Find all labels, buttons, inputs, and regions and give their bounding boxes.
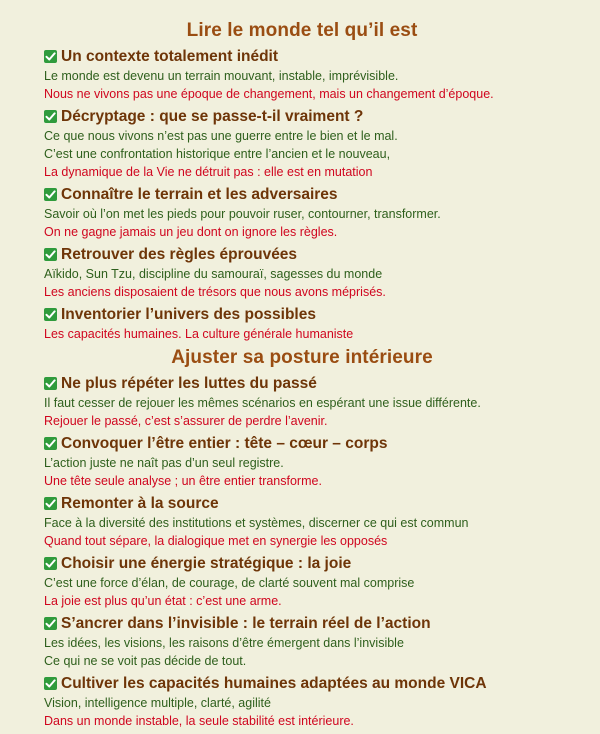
description-line: Ce qui ne se voit pas décide de tout. xyxy=(44,654,247,668)
key-statement: Nous ne vivons pas une époque de changement, mais un changement d’époque. xyxy=(44,87,494,101)
item-title: Ne plus répéter les luttes du passé xyxy=(61,374,317,392)
description-line: L’action juste ne naît pas d’un seul registre. xyxy=(44,456,284,470)
item-title: Convoquer l’être entier : tête – cœur – corps xyxy=(61,434,388,452)
list-item xyxy=(44,184,560,241)
item-heading xyxy=(44,613,560,634)
item-heading xyxy=(44,433,560,454)
description-line: Vision, intelligence multiple, clarté, agilité xyxy=(44,696,271,710)
checkmark-icon xyxy=(44,50,57,63)
item-title: Inventorier l’univers des possibles xyxy=(61,305,316,323)
list-item xyxy=(44,613,560,670)
list-item xyxy=(44,673,560,730)
item-title: Remonter à la source xyxy=(61,494,219,512)
list-item xyxy=(44,304,560,343)
item-title: Choisir une énergie stratégique : la joie xyxy=(61,554,352,572)
item-title: S’ancrer dans l’invisible : le terrain réel de l’action xyxy=(61,614,431,632)
list-item xyxy=(44,106,560,181)
checkmark-icon xyxy=(44,557,57,570)
item-heading xyxy=(44,304,560,325)
item-heading xyxy=(44,244,560,265)
checkmark-icon xyxy=(44,377,57,390)
checkmark-icon xyxy=(44,248,57,261)
description-line: Savoir où l’on met les pieds pour pouvoir ruser, contourner, transformer. xyxy=(44,207,441,221)
item-heading xyxy=(44,673,560,694)
checkmark-icon xyxy=(44,677,57,690)
item-title: Cultiver les capacités humaines adaptées au monde VICA xyxy=(61,674,487,692)
checkmark-icon xyxy=(44,437,57,450)
description-line: Il faut cesser de rejouer les mêmes scénarios en espérant une issue différente. xyxy=(44,396,481,410)
checkmark-icon xyxy=(44,497,57,510)
list-item xyxy=(44,433,560,490)
key-statement: Les anciens disposaient de trésors que nous avons méprisés. xyxy=(44,285,386,299)
item-heading xyxy=(44,553,560,574)
item-heading xyxy=(44,373,560,394)
description-line: Le monde est devenu un terrain mouvant, instable, imprévisible. xyxy=(44,69,399,83)
item-heading xyxy=(44,493,560,514)
section-title: Lire le monde tel qu’il est xyxy=(186,20,418,41)
key-statement: Rejouer le passé, c’est s’assurer de perdre l’avenir. xyxy=(44,414,328,428)
description-line: Aïkido, Sun Tzu, discipline du samouraï, sagesses du monde xyxy=(44,267,383,281)
list-item xyxy=(44,493,560,550)
checkmark-icon xyxy=(44,308,57,321)
item-title: Un contexte totalement inédit xyxy=(61,47,279,65)
description-line: Ce que nous vivons n’est pas une guerre entre le bien et le mal. xyxy=(44,129,398,143)
list-item xyxy=(44,373,560,430)
item-heading xyxy=(44,46,560,67)
key-statement: La dynamique de la Vie ne détruit pas : elle est en mutation xyxy=(44,165,373,179)
key-statement: Dans un monde instable, la seule stabilité est intérieure. xyxy=(44,714,354,728)
item-title: Décryptage : que se passe-t-il vraiment ? xyxy=(61,107,364,125)
description-line: Les idées, les visions, les raisons d’être émergent dans l’invisible xyxy=(44,636,404,650)
item-heading xyxy=(44,184,560,205)
key-statement: La joie est plus qu’un état : c’est une arme. xyxy=(44,594,282,608)
list-item xyxy=(44,553,560,610)
checkmark-icon xyxy=(44,188,57,201)
key-statement: Une tête seule analyse ; un être entier transforme. xyxy=(44,474,322,488)
key-statement: On ne gagne jamais un jeu dont on ignore les règles. xyxy=(44,225,338,239)
description-line: Face à la diversité des institutions et systèmes, discerner ce qui est commun xyxy=(44,516,469,530)
key-statement: Quand tout sépare, la dialogique met en synergie les opposés xyxy=(44,534,388,548)
description-line: C’est une confrontation historique entre l’ancien et le nouveau, xyxy=(44,147,391,161)
description-line: C’est une force d’élan, de courage, de clarté souvent mal comprise xyxy=(44,576,415,590)
item-title: Connaître le terrain et les adversaires xyxy=(61,185,338,203)
checkmark-icon xyxy=(44,617,57,630)
list-item xyxy=(44,244,560,301)
checkmark-icon xyxy=(44,110,57,123)
key-statement: Les capacités humaines. La culture générale humaniste xyxy=(44,327,354,341)
item-title: Retrouver des règles éprouvées xyxy=(61,245,298,263)
item-heading xyxy=(44,106,560,127)
section-title: Ajuster sa posture intérieure xyxy=(171,347,433,368)
list-item xyxy=(44,46,560,103)
